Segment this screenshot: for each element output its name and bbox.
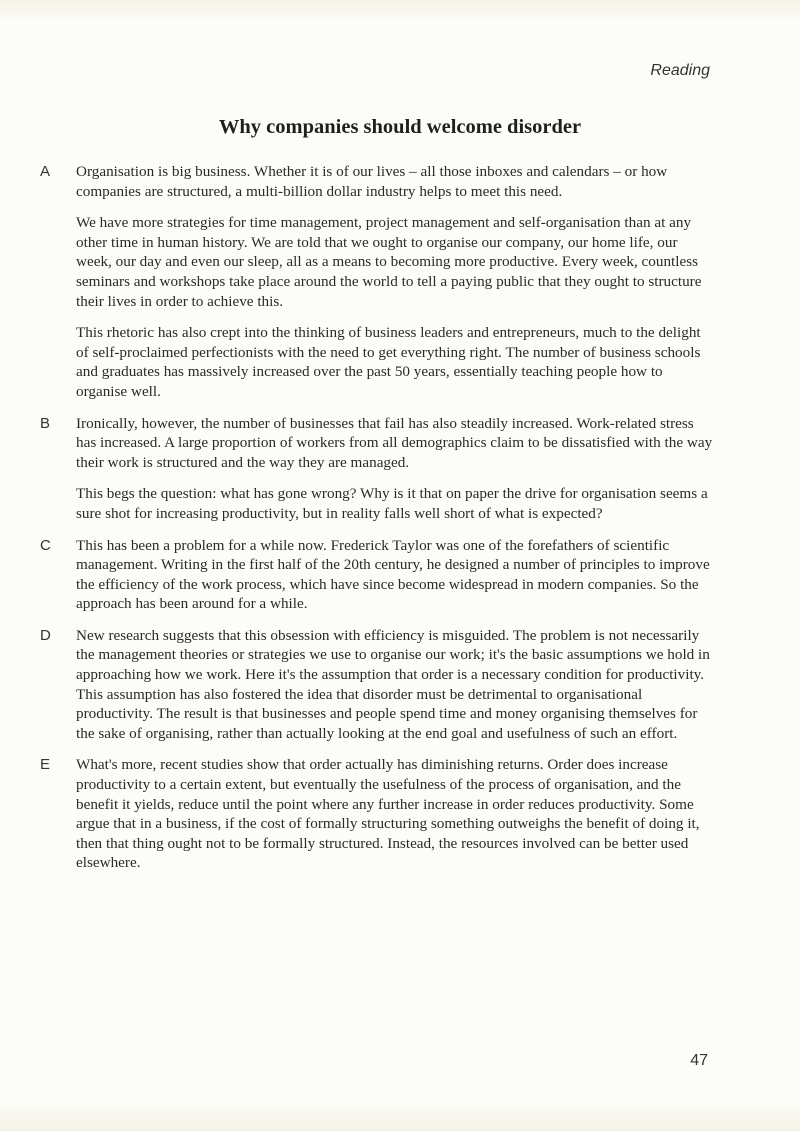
section-letter: E: [40, 756, 51, 774]
paragraph: What's more, recent studies show that order actually has diminishing returns. Order does increase productivity to a certain extent, but eventually the usefulness of the process of organisation, and the benefit it yields, reduce until the point where any further increase in order reduces productivity. Some argue that in a business, if the cost of formally structuring something outweighs the benefit of doing it, then that thing ought not to be formally structured. Instead, the resources involved can be better used elsewhere.: [76, 756, 700, 872]
page-number: 47: [690, 1052, 708, 1069]
paragraph: This has been a problem for a while now. Frederick Taylor was one of the forefathers of scientific management. Writing in the first half of the 20th century, he designed a number of principles to improve the efficiency of the work process, which have since become widespread in modern companies. So the approach has been around for a while.: [76, 536, 710, 613]
section-c: [40, 536, 716, 614]
paragraph: Ironically, however, the number of businesses that fail has also steadily increased. Work-related stress has increased. A large proportion of workers from all demographics claim to be dissatisfied with the way their work is structured and the way they are managed.: [76, 414, 713, 471]
section-letter: B: [40, 414, 51, 432]
article-title: Why companies should welcome disorder: [218, 116, 582, 138]
section-letter: D: [40, 626, 51, 644]
section-label: Reading: [650, 62, 710, 79]
paragraph: This rhetoric has also crept into the thinking of business leaders and entrepreneurs, much to the delight of self-proclaimed perfectionists with the need to get everything right. The number of business schools and graduates has massively increased over the past 50 years, essentially teaching people how to organise well.: [76, 324, 701, 400]
paragraph: This begs the question: what has gone wrong? Why is it that on paper the drive for organisation seems a sure shot for increasing productivity, but in reality falls well short of what is expected?: [76, 485, 708, 522]
section-d: [40, 626, 716, 744]
section-e: [40, 755, 716, 873]
scan-edge-bottom: [0, 1101, 800, 1131]
paragraph: We have more strategies for time management, project management and self-organisation than at any other time in human history. We are told that we ought to organise our company, our home life, our week, our day and even our sleep, all as a means to becoming more productive. Every week, countless seminars and workshops take place around the world to tell a paying public that they ought to structure their lives in order to achieve this.: [76, 214, 702, 310]
section-letter: A: [40, 163, 51, 180]
article-body: [40, 162, 716, 885]
paragraph: Organisation is big business. Whether it is of our lives – all those inboxes and calendars – or how companies are structured, a multi-billion dollar industry helps to meet this need.: [76, 163, 668, 200]
section-letter: C: [40, 536, 51, 554]
section-b: [40, 414, 716, 524]
scan-edge-top: [0, 0, 800, 22]
paragraph: New research suggests that this obsession with efficiency is misguided. The problem is not necessarily the management theories or strategies we use to organise our work; it's the basic assumptions we hold in approaching how we work. Here it's the assumption that order is a necessary condition for productivity. This assumption has also fostered the idea that disorder must be detrimental to organisational productivity. The result is that businesses and people spend time and money organising themselves for the sake of organising, rather than actually looking at the end goal and usefulness of such an effort.: [76, 626, 710, 742]
section-a: [40, 162, 716, 402]
